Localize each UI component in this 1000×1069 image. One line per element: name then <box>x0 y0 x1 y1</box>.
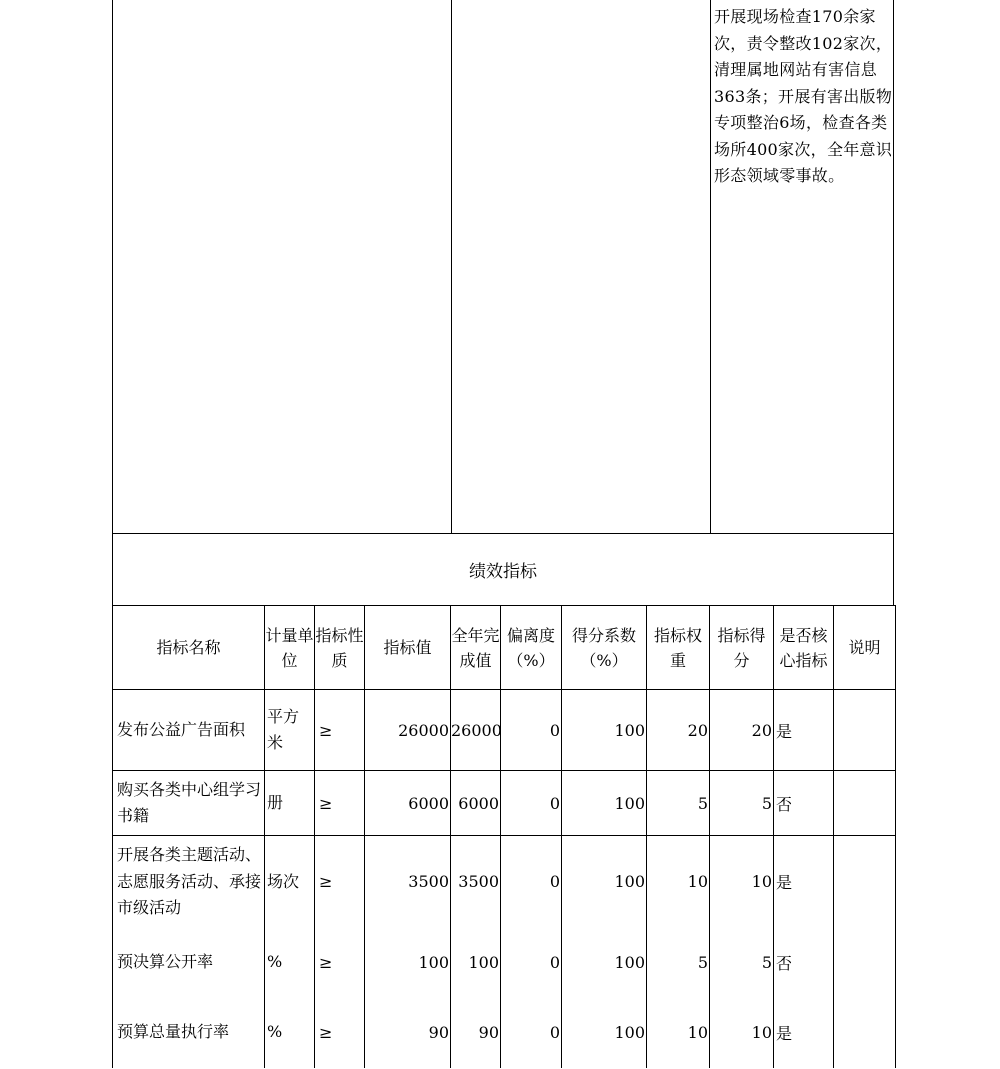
cell-actual: 90 <box>451 998 501 1068</box>
cell-nature: ≥ <box>315 771 365 836</box>
cell-unit: % <box>265 998 315 1068</box>
cell-nature: ≥ <box>315 836 365 928</box>
cell-indicator-name: 购买各类中心组学习书籍 <box>113 771 265 836</box>
cell-deviation: 0 <box>501 836 562 928</box>
header-nature: 指标性质 <box>315 606 365 690</box>
header-coefficient: 得分系数（%） <box>562 606 647 690</box>
cell-score: 10 <box>710 836 774 928</box>
table-row <box>113 771 896 836</box>
cell-note <box>834 836 896 928</box>
table-row <box>113 836 896 928</box>
cell-indicator-name: 预决算公开率 <box>113 928 265 998</box>
cell-deviation: 0 <box>501 998 562 1068</box>
cell-deviation: 0 <box>501 690 562 771</box>
table-row <box>113 998 896 1068</box>
cell-coefficient: 100 <box>562 771 647 836</box>
cell-target: 26000 <box>365 690 451 771</box>
cell-core: 是 <box>774 998 834 1068</box>
cell-unit: % <box>265 928 315 998</box>
cell-coefficient: 100 <box>562 836 647 928</box>
cell-note <box>834 771 896 836</box>
completion-description: 开展现场检查170余家次，责令整改102家次，清理属地网站有害信息363条；开展有害出版物专项整治6场，检查各类场所400家次，全年意识形态领域零事故。 <box>714 7 893 185</box>
cell-core: 否 <box>774 928 834 998</box>
cell-score: 10 <box>710 998 774 1068</box>
header-core: 是否核心指标 <box>774 606 834 690</box>
table-row <box>113 928 896 998</box>
cell-deviation: 0 <box>501 928 562 998</box>
cell-deviation: 0 <box>501 771 562 836</box>
cell-coefficient: 100 <box>562 690 647 771</box>
header-unit: 计量单位 <box>265 606 315 690</box>
cell-coefficient: 100 <box>562 928 647 998</box>
cell-indicator-name: 开展各类主题活动、志愿服务活动、承接市级活动 <box>113 836 265 928</box>
column-divider <box>710 0 711 533</box>
cell-actual: 6000 <box>451 771 501 836</box>
cell-target: 3500 <box>365 836 451 928</box>
table-header-row <box>113 606 896 690</box>
cell-weight: 10 <box>647 836 710 928</box>
cell-core: 是 <box>774 690 834 771</box>
cell-actual: 26000 <box>451 690 501 771</box>
cell-weight: 5 <box>647 928 710 998</box>
cell-actual: 100 <box>451 928 501 998</box>
header-indicator-name: 指标名称 <box>113 606 265 690</box>
previous-table-continuation <box>112 0 894 534</box>
cell-note <box>834 998 896 1068</box>
header-deviation: 偏离度（%） <box>501 606 562 690</box>
section-title: 绩效指标 <box>112 534 894 605</box>
cell-coefficient: 100 <box>562 998 647 1068</box>
cell-score: 5 <box>710 771 774 836</box>
cell-target: 6000 <box>365 771 451 836</box>
cell-core: 是 <box>774 836 834 928</box>
cell-note <box>834 690 896 771</box>
cell-core: 否 <box>774 771 834 836</box>
cell-target: 90 <box>365 998 451 1068</box>
cell-weight: 20 <box>647 690 710 771</box>
cell-unit: 平方米 <box>265 690 315 771</box>
cell-nature: ≥ <box>315 928 365 998</box>
cell-score: 20 <box>710 690 774 771</box>
header-target: 指标值 <box>365 606 451 690</box>
cell-target: 100 <box>365 928 451 998</box>
header-score: 指标得分 <box>710 606 774 690</box>
cell-note <box>834 928 896 998</box>
cell-actual: 3500 <box>451 836 501 928</box>
cell-unit: 场次 <box>265 836 315 928</box>
cell-indicator-name: 预算总量执行率 <box>113 998 265 1068</box>
cell-weight: 5 <box>647 771 710 836</box>
cell-unit: 册 <box>265 771 315 836</box>
header-note: 说明 <box>834 606 896 690</box>
cell-indicator-name: 发布公益广告面积 <box>113 690 265 771</box>
column-divider <box>451 0 452 533</box>
cell-nature: ≥ <box>315 998 365 1068</box>
cell-weight: 10 <box>647 998 710 1068</box>
table-row <box>113 690 896 771</box>
header-actual: 全年完成值 <box>451 606 501 690</box>
cell-score: 5 <box>710 928 774 998</box>
performance-indicator-table <box>112 605 896 1068</box>
header-weight: 指标权重 <box>647 606 710 690</box>
cell-nature: ≥ <box>315 690 365 771</box>
